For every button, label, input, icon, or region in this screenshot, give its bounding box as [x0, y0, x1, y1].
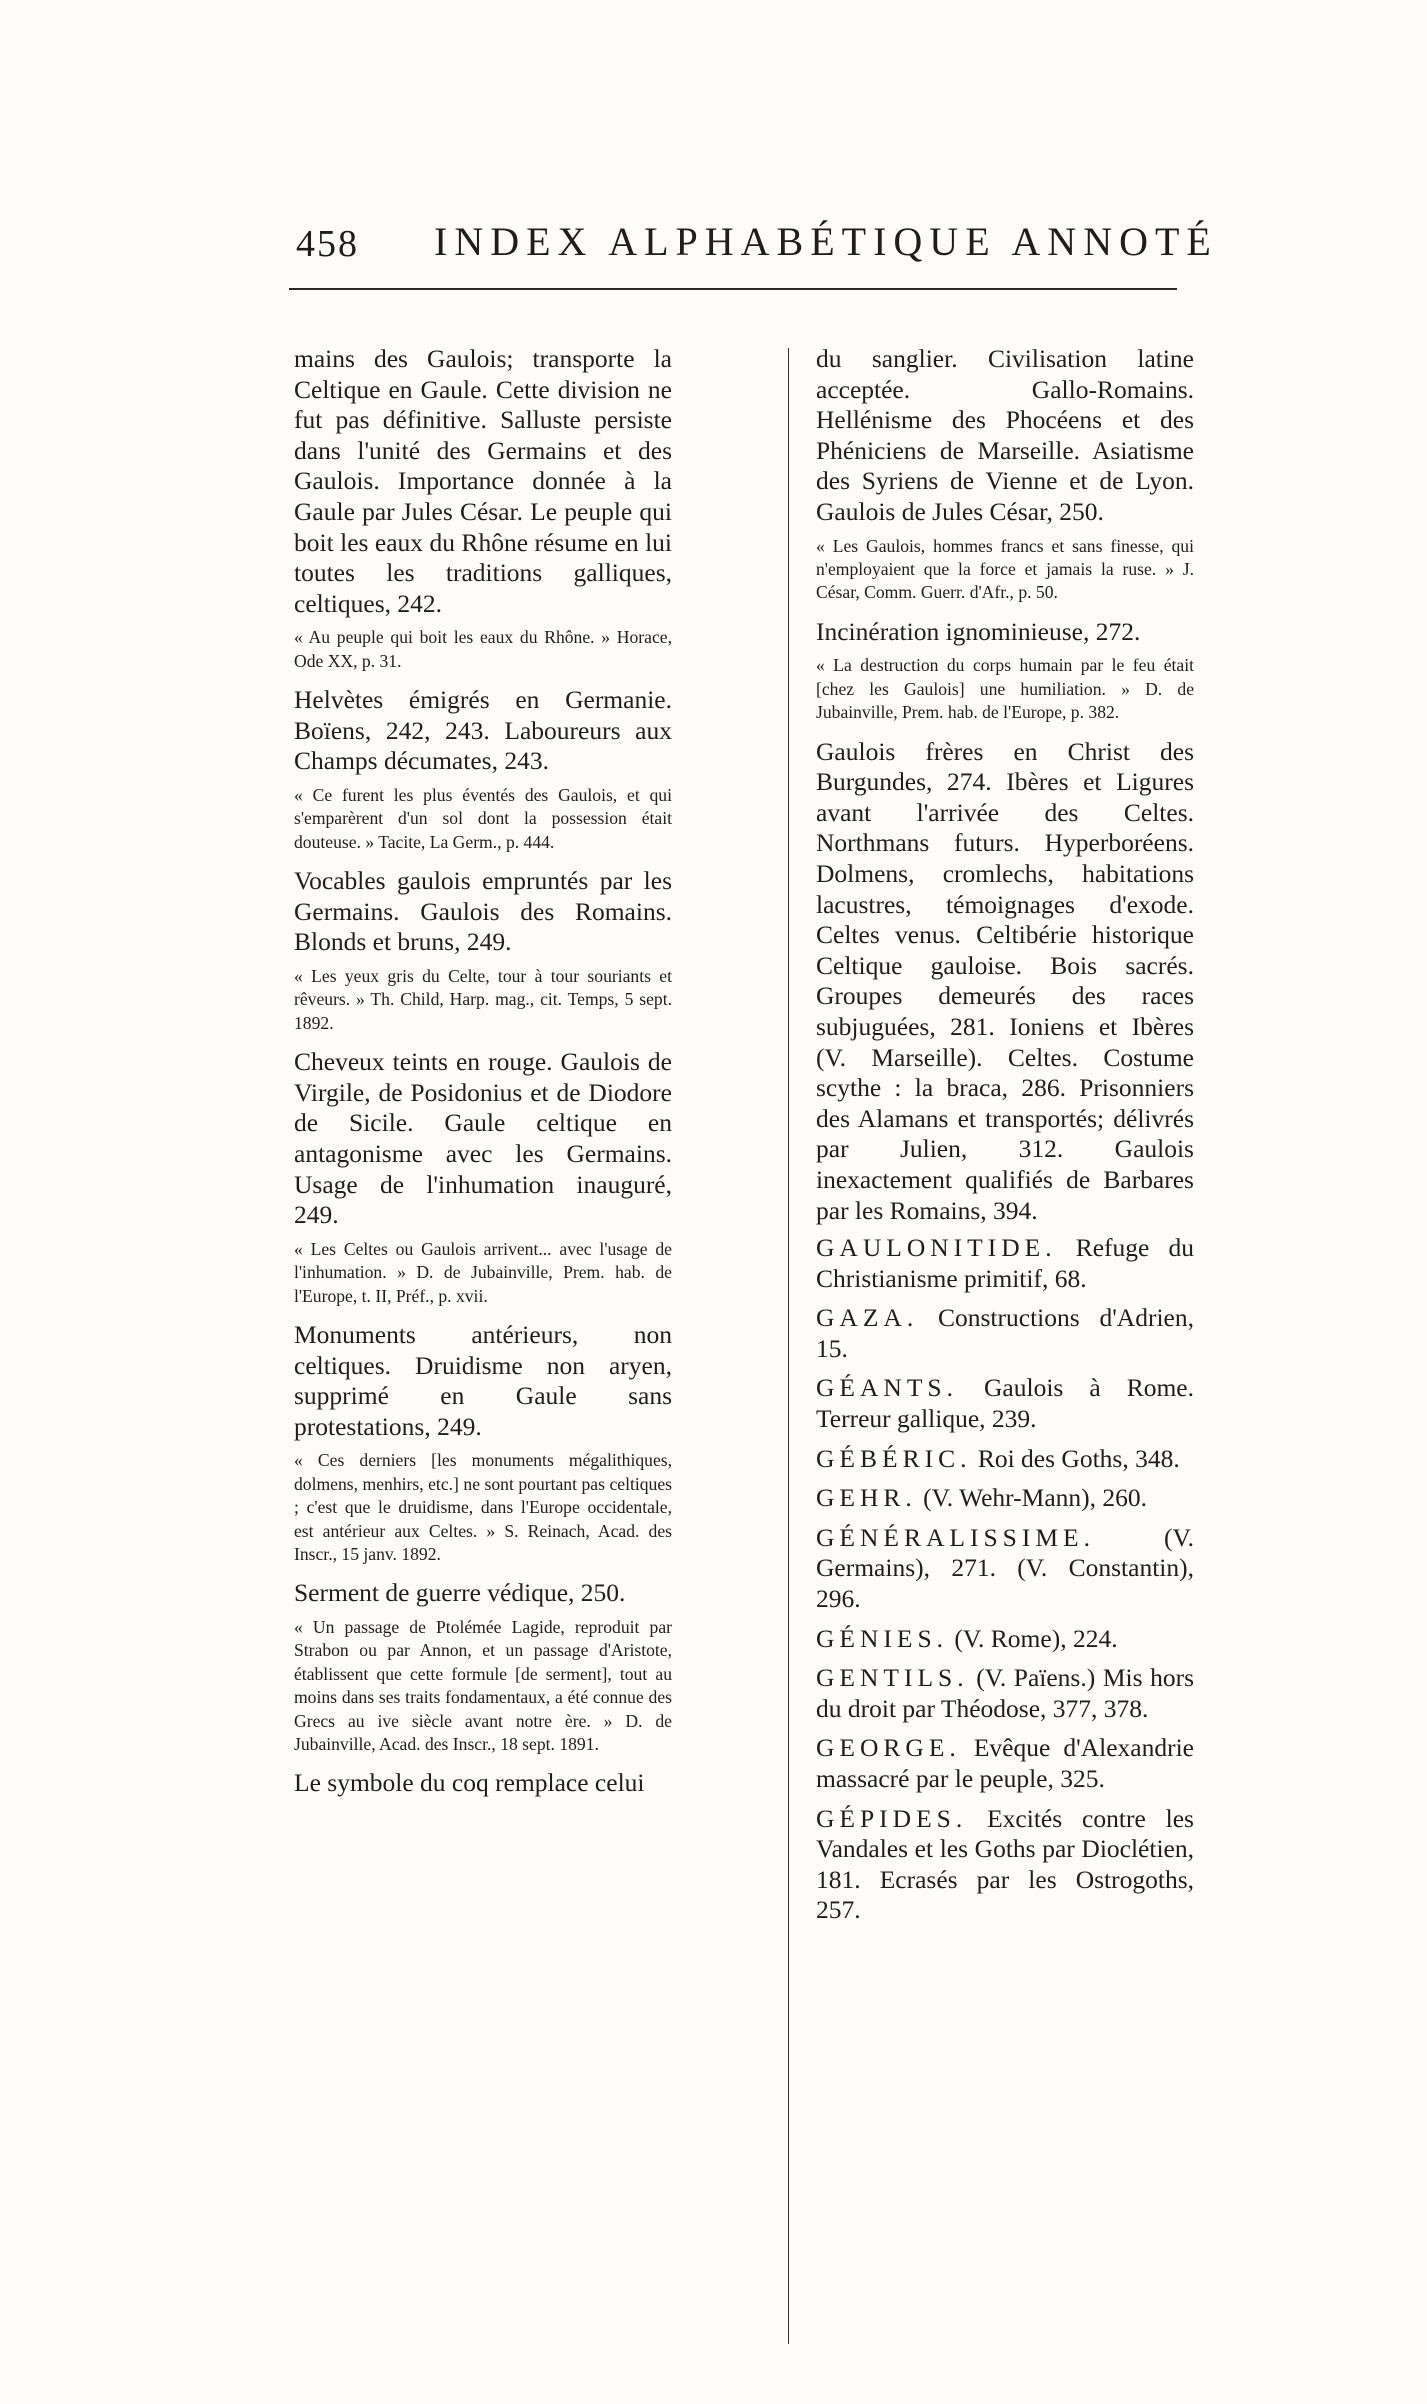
entry-headword: GÉBÉRIC.: [816, 1443, 972, 1473]
citation-quote: « Un passage de Ptolémée Lagide, reproduit par Strabon ou par Annon, et un passage d'Aristote, établissent que cette formule [de serment], tout au moins dans ses traits fondamentaux, a été connue des Grecs au ive siècle avant notre ère. » D. de Jubainville, Acad. des Inscr., 18 sept. 1891.: [294, 1616, 672, 1754]
left-column: [294, 344, 672, 1806]
index-paragraph: Helvètes émigrés en Germanie. Boïens, 242, 243. Laboureurs aux Champs décumates, 243.: [294, 685, 672, 776]
citation-quote: « Les Celtes ou Gaulois arrivent... avec l'usage de l'inhumation. » D. de Jubainville, Prem. hab. de l'Europe, t. II, Préf., p. xvii.: [294, 1238, 672, 1306]
index-paragraph: mains des Gaulois; transporte la Celtique en Gaule. Cette division ne fut pas définitive. Salluste persiste dans l'unité des Germains et des Gaulois. Importance donnée à la Gaule par Jules César. Le peuple qui boit les eaux du Rhône résume en lui toutes les traditions galliques, celtiques, 242.: [294, 344, 672, 618]
running-title: INDEX ALPHABÉTIQUE ANNOTÉ: [434, 219, 1218, 264]
column-divider: [788, 348, 789, 2344]
index-entry: [816, 1483, 1194, 1514]
citation-quote: « La destruction du corps humain par le feu était [chez les Gaulois] une humiliation. » D. de Jubainville, Prem. hab. de l'Europe, p. 382.: [816, 655, 1194, 723]
citation-quote: « Ce furent les plus éventés des Gaulois, et qui s'emparèrent d'un sol dont la possession était douteuse. » Tacite, La Germ., p. 444.: [294, 784, 672, 852]
index-paragraph: du sanglier. Civilisation latine acceptée. Gallo-Romains. Hellénisme des Phocéens et des Phéniciens de Marseille. Asiatisme des Syriens de Vienne et de Lyon. Gaulois de Jules César, 250.: [816, 344, 1194, 526]
index-paragraph: Monuments antérieurs, non celtiques. Druidisme non aryen, supprimé en Gaule sans protestations, 249.: [294, 1319, 672, 1441]
entry-text: Evêque d'Alexandrie massacré par le peuple, 325.: [816, 1733, 1195, 1793]
entry-headword: GAULONITIDE.: [816, 1233, 1057, 1263]
index-paragraph: Serment de guerre védique, 250.: [294, 1578, 626, 1608]
index-entry: [816, 1733, 1194, 1794]
header-rule: [289, 288, 1177, 290]
entry-text: (V. Païens.) Mis hors du droit par Théodose, 377, 378.: [816, 1663, 1194, 1723]
page-number: 458: [296, 223, 359, 265]
citation-quote: « Les Gaulois, hommes francs et sans finesse, qui n'employaient que la force et jamais la ruse. » J. César, Comm. Guerr. d'Afr., p. 50.: [816, 535, 1194, 603]
entry-text: Excités contre les Vandales et les Goths par Dioclétien, 181. Ecrasés par les Ostrogoths, 257.: [816, 1803, 1194, 1925]
entry-text: Constructions d'Adrien, 15.: [816, 1303, 1194, 1363]
entry-headword: GENTILS.: [816, 1663, 969, 1693]
entry-headword: GAZA.: [816, 1303, 919, 1333]
right-column: [816, 344, 1194, 1935]
index-entry: [816, 1303, 1194, 1364]
entry-text: (V. Germains), 271. (V. Constantin), 296.: [816, 1522, 1194, 1614]
entry-headword: GÉNÉRALISSIME.: [816, 1522, 1095, 1552]
citation-quote: « Ces derniers [les monuments mégalithiques, dolmens, menhirs, etc.] ne sont pourtant pas celtiques ; c'est que le druidisme, dans l'Europe occidentale, est antérieur aux Celtes. » S. Reinach, Acad. des Inscr., 15 janv. 1892.: [294, 1450, 672, 1564]
entry-text: (V. Wehr-Mann), 260.: [923, 1483, 1148, 1513]
citation-quote: « Les yeux gris du Celte, tour à tour souriants et rêveurs. » Th. Child, Harp. mag., cit. Temps, 5 sept. 1892.: [294, 965, 672, 1033]
index-entry: [816, 1373, 1194, 1434]
citation-quote: « Au peuple qui boit les eaux du Rhône. » Horace, Ode XX, p. 31.: [294, 627, 672, 671]
entry-headword: GÉANTS.: [816, 1373, 958, 1403]
index-entry: [816, 1663, 1194, 1724]
index-paragraph: Vocables gaulois empruntés par les Germains. Gaulois des Romains. Blonds et bruns, 249.: [294, 866, 672, 957]
index-entry: [816, 1444, 1194, 1475]
index-entry: [816, 1624, 1194, 1655]
entry-text: Roi des Goths, 348.: [977, 1443, 1180, 1473]
index-paragraph: Le symbole du coq remplace celui: [294, 1768, 645, 1798]
index-entry: [816, 1233, 1194, 1294]
entry-text: Gaulois à Rome. Terreur gallique, 239.: [816, 1373, 1194, 1434]
entry-headword: GEHR.: [816, 1483, 917, 1513]
entry-text: (V. Rome), 224.: [954, 1623, 1118, 1653]
index-paragraph: Incinération ignominieuse, 272.: [816, 616, 1141, 646]
entry-headword: GÉNIES.: [816, 1623, 949, 1653]
entry-headword: GEORGE.: [816, 1733, 961, 1763]
entry-text: Refuge du Christianisme primitif, 68.: [816, 1233, 1195, 1293]
index-entry: [816, 1804, 1194, 1926]
index-entry: [816, 1523, 1194, 1615]
index-paragraph: Cheveux teints en rouge. Gaulois de Virgile, de Posidonius et de Diodore de Sicile. Gaule celtique en antagonisme avec les Germains. Usage de l'inhumation inauguré, 249.: [294, 1047, 672, 1230]
index-paragraph: Gaulois frères en Christ des Burgundes, 274. Ibères et Ligures avant l'arrivée des Celtes. Northmans futurs. Hyperboréens. Dolmens, cromlechs, habitations lacustres, témoignages d'exode. Celtes venus. Celtibérie historique Celtique gauloise. Bois sacrés. Groupes demeurés des races subjuguées, 281. Ioniens et Ibères (V. Marseille). Celtes. Costume scythe : la braca, 286. Prisonniers des Alamans et transportés; délivrés par Julien, 312. Gaulois inexactement qualifiés de Barbares par les Romains, 394.: [816, 736, 1194, 1225]
entry-headword: GÉPIDES.: [816, 1803, 968, 1833]
